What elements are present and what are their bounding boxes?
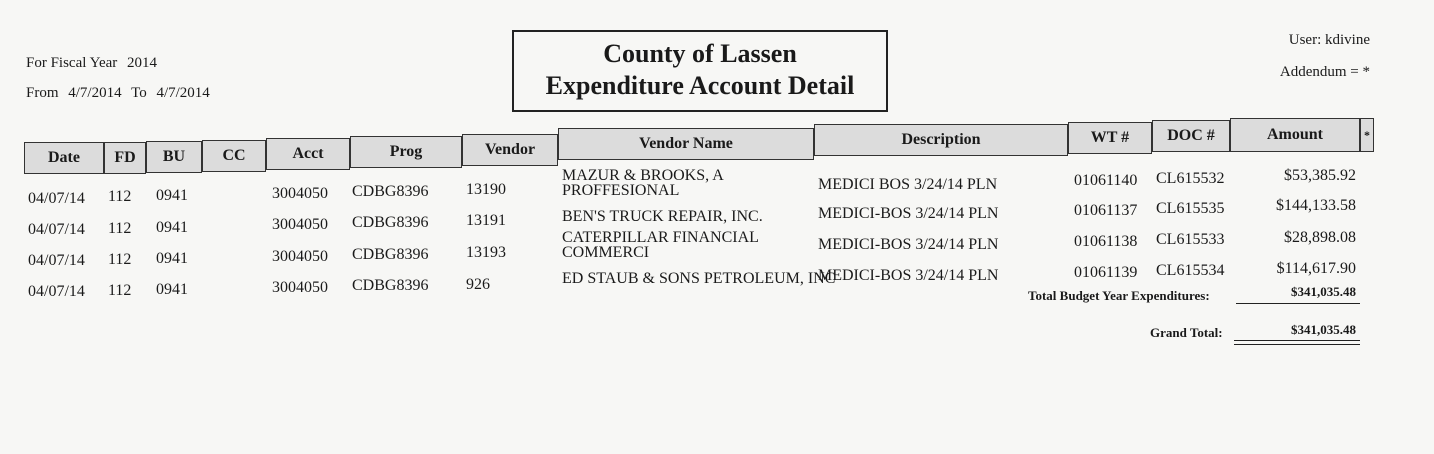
cell-doc: CL615532 bbox=[1156, 170, 1225, 187]
cell-prog: CDBG8396 bbox=[352, 277, 429, 294]
cell-amount: $53,385.92 bbox=[1284, 167, 1356, 184]
title-line-1: County of Lassen bbox=[603, 39, 797, 68]
cell-vendor-name: BEN'S TRUCK REPAIR, INC. bbox=[562, 208, 763, 225]
col-header-wt: WT # bbox=[1068, 122, 1152, 154]
from-date: 4/7/2014 bbox=[68, 85, 122, 101]
total-budget-value: $341,035.48 bbox=[1291, 284, 1356, 299]
total-budget-label: Total Budget Year Expenditures: bbox=[1028, 288, 1210, 303]
date-range-line bbox=[26, 78, 216, 108]
cell-fd: 112 bbox=[108, 220, 132, 237]
cell-vendor-name: MAZUR & BROOKS, A PROFFESIONAL bbox=[562, 167, 723, 199]
cell-doc: CL615535 bbox=[1156, 200, 1225, 217]
to-date: 4/7/2014 bbox=[156, 85, 210, 101]
col-header-doc: DOC # bbox=[1152, 120, 1230, 152]
cell-fd: 112 bbox=[108, 251, 132, 268]
cell-wt: 01061139 bbox=[1074, 264, 1138, 281]
cell-description: MEDICI-BOS 3/24/14 PLN bbox=[818, 267, 999, 284]
fiscal-info bbox=[26, 48, 216, 108]
cell-wt: 01061138 bbox=[1074, 233, 1138, 250]
cell-prog: CDBG8396 bbox=[352, 246, 429, 263]
cell-acct: 3004050 bbox=[272, 279, 328, 296]
cell-description: MEDICI-BOS 3/24/14 PLN bbox=[818, 205, 999, 222]
cell-bu: 0941 bbox=[156, 219, 188, 236]
user-info bbox=[1280, 24, 1370, 88]
cell-acct: 3004050 bbox=[272, 248, 328, 265]
cell-bu: 0941 bbox=[156, 281, 188, 298]
cell-doc: CL615533 bbox=[1156, 231, 1225, 248]
addendum-label: Addendum = * bbox=[1279, 64, 1370, 80]
fiscal-year-value: 2014 bbox=[127, 55, 158, 71]
cell-description: MEDICI BOS 3/24/14 PLN bbox=[818, 176, 998, 193]
cell-date: 04/07/14 bbox=[28, 252, 85, 269]
user-label: User: kdivine bbox=[1288, 32, 1370, 48]
cell-vendor-name: CATERPILLAR FINANCIAL COMMERCI bbox=[562, 229, 759, 261]
cell-amount: $28,898.08 bbox=[1284, 229, 1356, 246]
from-label: From bbox=[26, 85, 59, 101]
cell-vendor: 13191 bbox=[466, 212, 506, 229]
cell-vendor: 926 bbox=[466, 276, 490, 293]
title-line-2: Expenditure Account Detail bbox=[545, 71, 855, 100]
report-title bbox=[512, 30, 888, 112]
fiscal-year-label: For Fiscal Year bbox=[26, 55, 118, 71]
col-header-amount: Amount bbox=[1230, 118, 1360, 152]
cell-fd: 112 bbox=[108, 282, 132, 299]
cell-wt: 01061140 bbox=[1074, 172, 1138, 189]
cell-amount: $144,133.58 bbox=[1276, 197, 1356, 214]
cell-doc: CL615534 bbox=[1156, 262, 1225, 279]
col-header-vendor-name: Vendor Name bbox=[558, 128, 814, 160]
cell-prog: CDBG8396 bbox=[352, 214, 429, 231]
col-header-prog: Prog bbox=[350, 136, 462, 168]
col-header-cc: CC bbox=[202, 140, 266, 172]
col-header-description: Description bbox=[814, 124, 1068, 156]
cell-description: MEDICI-BOS 3/24/14 PLN bbox=[818, 236, 999, 253]
grand-total-value: $341,035.48 bbox=[1291, 322, 1356, 337]
col-header-bu: BU bbox=[146, 141, 202, 173]
cell-date: 04/07/14 bbox=[28, 190, 85, 207]
col-header-vendor: Vendor bbox=[462, 134, 558, 166]
cell-amount: $114,617.90 bbox=[1276, 260, 1356, 277]
cell-fd: 112 bbox=[108, 188, 132, 205]
cell-vendor: 13193 bbox=[466, 244, 506, 261]
col-header-date: Date bbox=[24, 142, 104, 174]
cell-wt: 01061137 bbox=[1074, 202, 1138, 219]
cell-vendor-name: ED STAUB & SONS PETROLEUM, INC bbox=[562, 270, 836, 287]
cell-vendor: 13190 bbox=[466, 181, 506, 198]
cell-bu: 0941 bbox=[156, 250, 188, 267]
col-header-acct: Acct bbox=[266, 138, 350, 170]
col-header-addendum: * bbox=[1360, 118, 1374, 152]
cell-prog: CDBG8396 bbox=[352, 183, 429, 200]
cell-acct: 3004050 bbox=[272, 185, 328, 202]
cell-date: 04/07/14 bbox=[28, 221, 85, 238]
grand-total-underline-1 bbox=[1234, 340, 1360, 341]
cell-date: 04/07/14 bbox=[28, 283, 85, 300]
fiscal-year-line bbox=[26, 48, 216, 78]
col-header-fd: FD bbox=[104, 142, 146, 174]
grand-total-underline-2 bbox=[1234, 344, 1360, 345]
grand-total-label: Grand Total: bbox=[1150, 325, 1223, 340]
total-divider bbox=[1236, 303, 1360, 304]
to-label: To bbox=[131, 85, 147, 101]
cell-bu: 0941 bbox=[156, 187, 188, 204]
cell-acct: 3004050 bbox=[272, 216, 328, 233]
